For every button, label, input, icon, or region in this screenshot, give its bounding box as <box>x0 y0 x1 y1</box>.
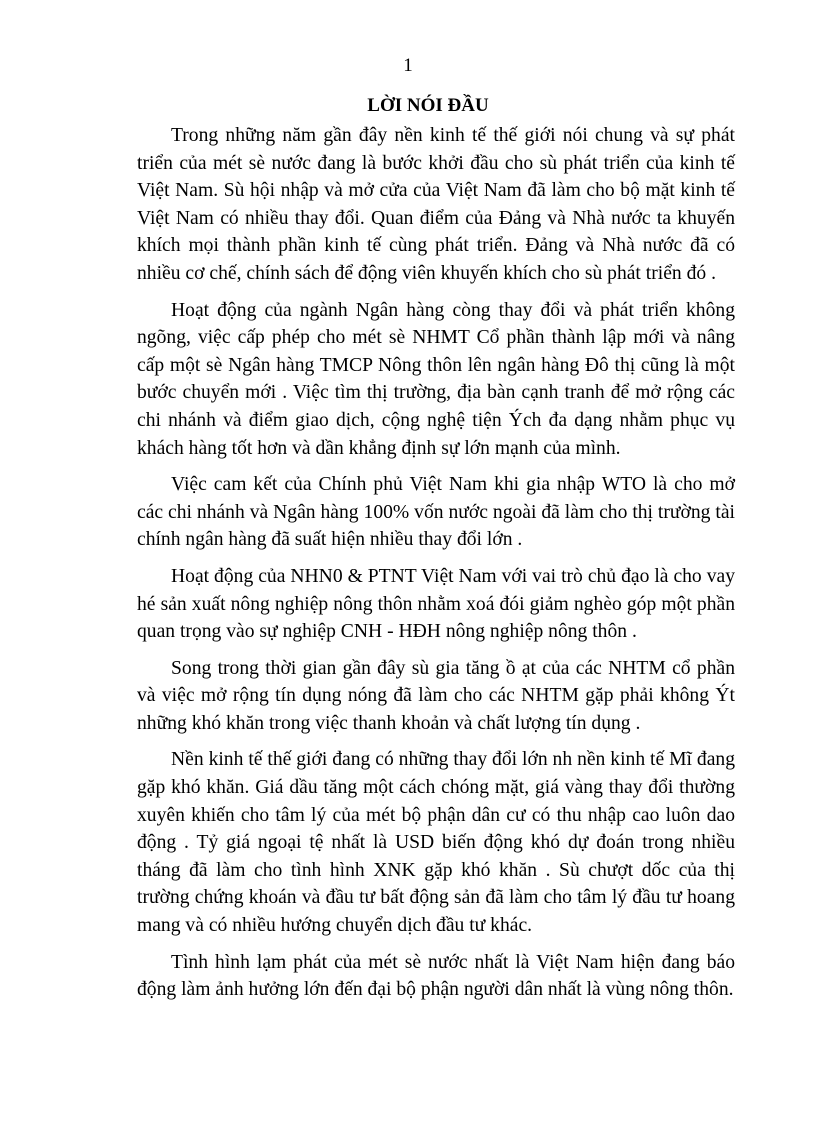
page-number: 1 <box>403 55 413 76</box>
page-title: LỜI NÓI ĐẦU <box>367 95 489 116</box>
paragraph: Việc cam kết của Chính phủ Việt Nam khi gia nhập WTO là cho mở các chi nhánh và Ngân hàng 100% vốn nước ngoài đã làm cho thị trường tài chính ngân hàng đã suất hiện nhiều thay đổi lớn . <box>137 474 735 551</box>
paragraph: Nền kinh tế thế giới đang có những thay đổi lớn nh nền kinh tế Mĩ đang gặp khó khăn. Giá dầu tăng một cách chóng mặt, giá vàng thay đổi thường xuyên khiến cho tâm lý của mét bộ phận dân cư có thu nhập cao luôn dao động . Tỷ giá ngoại tệ nhất là USD biến động khó dự đoán trong nhiều tháng đã làm cho tình hình XNK gặp khó khăn . Sù chượt dốc của thị trường chứng khoán và đầu tư bất động sản đã làm cho tâm lý đầu tư hoang mang và có nhiều hướng chuyển dịch đầu tư khác. <box>137 749 735 937</box>
paragraph: Song trong thời gian gần đây sù gia tăng ồ ạt của các NHTM cổ phần và việc mở rộng tín dụng nóng đã làm cho các NHTM gặp phải không Ýt những khó khăn trong việc thanh khoản và chất lượng tín dụng . <box>137 657 735 734</box>
paragraph: Tình hình lạm phát của mét sè nước nhất là Việt Nam hiện đang báo động làm ảnh hưởng lớn đến đại bộ phận người dân nhất là vùng nông thôn. <box>137 951 735 1001</box>
paragraph: Trong những năm gần đây nền kinh tế thế giới nói chung và sự phát triển của mét sè nước đang là bước khởi đầu cho sù phát triển của kinh tế Việt Nam. Sù hội nhập và mở cửa của Việt Nam đã làm cho bộ mặt kinh tế Việt Nam có nhiều thay đổi. Quan điểm của Đảng và Nhà nước ta khuyến khích mọi thành phần kinh tế cùng phát triển. Đảng và Nhà nước đã có nhiều cơ chế, chính sách để động viên khuyến khích cho sù phát triển đó . <box>137 125 735 284</box>
paragraph: Hoạt động của ngành Ngân hàng còng thay đổi và phát triển không ngõng, việc cấp phép cho mét sè NHMT Cổ phần thành lập mới và nâng cấp một sè Ngân hàng TMCP Nông thôn lên ngân hàng Đô thị cũng là một bước chuyển mới . Việc tìm thị trường, địa bàn cạnh tranh để mở rộng các chi nhánh và điểm giao dịch, cộng nghệ tiện Ých đa dạng nhằm phục vụ khách hàng tốt hơn và dần khẳng định sự lớn mạnh của mình. <box>137 299 735 459</box>
document-body <box>137 122 735 1013</box>
paragraph: Hoạt động của NHN0 & PTNT Việt Nam với vai trò chủ đạo là cho vay hé sản xuất nông nghiệp nông thôn nhằm xoá đói giảm nghèo góp một phần quan trọng vào sự nghiệp CNH - HĐH nông nghiệp nông thôn . <box>137 565 735 643</box>
